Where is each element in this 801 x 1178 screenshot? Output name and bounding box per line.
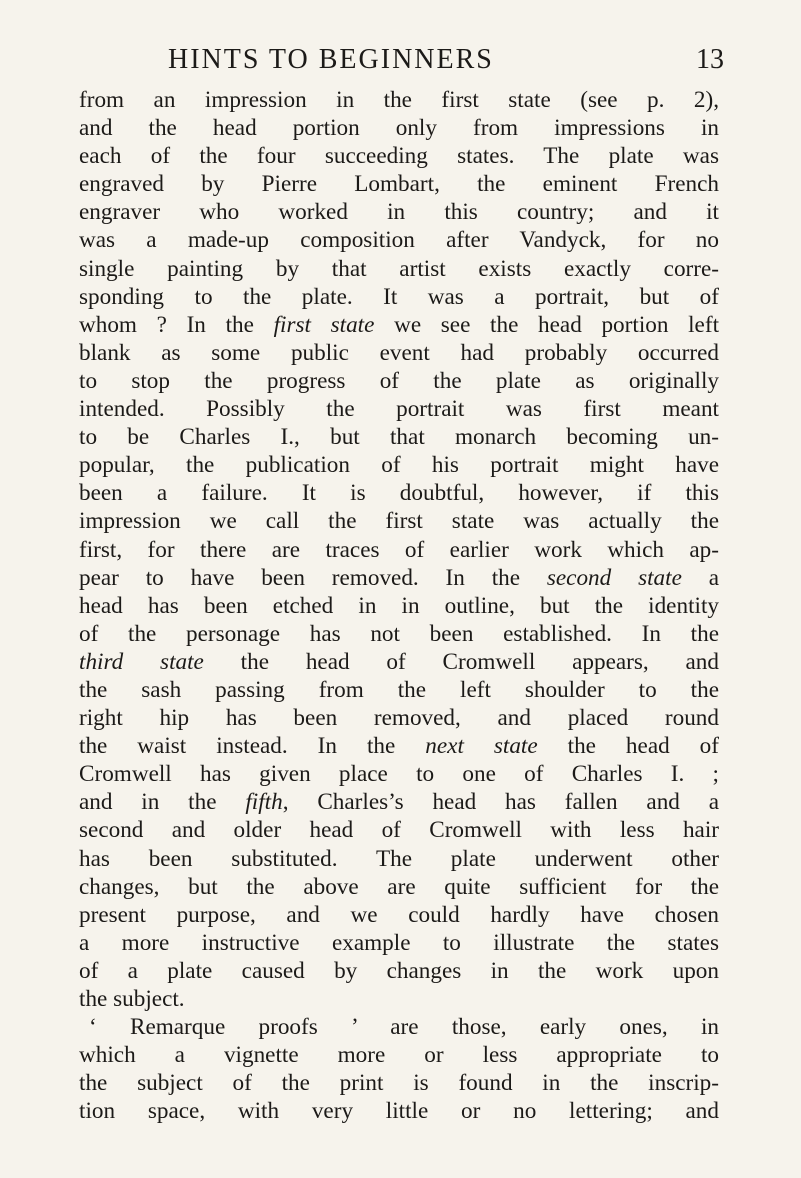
text-segment: tion space, with very little or no lettering; and [79, 1098, 719, 1125]
text-line [79, 423, 719, 451]
text-segment: the subject of the print is found in the inscrip- [79, 1070, 719, 1097]
text-line [79, 451, 719, 479]
text-segment: of the personage has not been established. In the [79, 620, 719, 647]
text-line [79, 536, 719, 564]
text-segment: popular, the publication of his portrait might have [79, 452, 719, 479]
text-line [79, 845, 719, 873]
text-segment: blank as some public event had probably occurred [79, 339, 719, 366]
text-line [79, 901, 719, 929]
text-line [79, 170, 719, 198]
text-line [79, 479, 719, 507]
text-segment: the head of [537, 733, 719, 760]
text-segment: right hip has been removed, and placed round [79, 705, 719, 732]
text-segment: the head of Cromwell appears, and [203, 648, 719, 675]
text-segment: and the head portion only from impressions in [79, 115, 719, 142]
text-line [79, 564, 719, 592]
italic-phrase: next state [425, 733, 538, 760]
italic-phrase: second state [546, 564, 682, 591]
text-line [79, 760, 719, 788]
text-line [79, 957, 719, 985]
text-line [79, 114, 719, 142]
text-line [79, 255, 719, 283]
text-segment: the subject. [79, 986, 185, 1012]
text-segment: from an impression in the first state (see p. 2), [79, 87, 719, 113]
text-segment: present purpose, and we could hardly have chosen [79, 901, 719, 928]
text-segment: ‘ Remarque proofs ’ are those, early ones, in [89, 1014, 719, 1041]
text-line [79, 198, 719, 226]
text-segment: of a plate caused by changes in the work upon [79, 957, 719, 984]
text-line [79, 648, 719, 676]
text-line [79, 873, 719, 901]
text-segment: a more instructive example to illustrate the states [79, 929, 719, 956]
text-segment: intended. Possibly the portrait was first meant [79, 396, 719, 423]
text-line [79, 1097, 719, 1125]
text-segment: single painting by that artist exists exactly corre- [79, 255, 719, 282]
text-line [79, 1069, 719, 1097]
text-segment: the sash passing from the left shoulder to the [79, 676, 719, 703]
text-line [79, 1041, 719, 1069]
italic-phrase: first state [273, 311, 375, 338]
text-line [79, 395, 719, 423]
text-line [79, 507, 719, 535]
text-segment: Cromwell has given place to one of Charles I. ; [79, 761, 719, 788]
text-segment: head has been etched in in outline, but the identity [79, 592, 719, 619]
page-number: 13 [696, 44, 724, 75]
body-text [79, 86, 719, 1125]
text-line [79, 985, 719, 1013]
text-segment: engraved by Pierre Lombart, the eminent French [79, 171, 719, 198]
text-segment: which a vignette more or less appropriate to [79, 1042, 719, 1069]
text-line [79, 311, 719, 339]
text-line [79, 732, 719, 760]
text-line [79, 367, 719, 395]
running-head [0, 40, 801, 80]
italic-phrase: third state [79, 648, 204, 675]
text-line [79, 788, 719, 816]
text-segment: was a made-up composition after Vandyck, for no [79, 227, 719, 254]
text-segment: been a failure. It is doubtful, however, if this [79, 480, 719, 507]
text-segment: we see the head portion left [374, 311, 719, 338]
text-segment: and in the [79, 789, 246, 816]
text-line [79, 592, 719, 620]
text-segment: a [681, 564, 719, 591]
text-segment: to stop the progress of the plate as originally [79, 367, 719, 394]
text-segment: the waist instead. In the [79, 733, 426, 760]
text-line [79, 339, 719, 367]
text-line [79, 676, 719, 704]
text-segment: whom ? In the [79, 311, 274, 338]
text-line [79, 226, 719, 254]
text-segment: each of the four succeeding states. The plate was [79, 143, 719, 170]
text-segment: , Charles’s head has fallen and a [282, 789, 719, 816]
text-line [79, 1013, 719, 1041]
text-segment: impression we call the first state was actually the [79, 508, 719, 535]
text-line [79, 283, 719, 311]
text-line [79, 86, 719, 114]
text-segment: changes, but the above are quite sufficient for the [79, 873, 719, 900]
text-line [79, 816, 719, 844]
text-segment: has been substituted. The plate underwent other [79, 845, 719, 872]
text-segment: engraver who worked in this country; and it [79, 199, 719, 226]
text-line [79, 620, 719, 648]
text-segment: pear to have been removed. In the [79, 564, 547, 591]
text-segment: second and older head of Cromwell with less hair [79, 817, 719, 844]
text-segment: to be Charles I., but that monarch becoming un- [79, 424, 719, 451]
text-segment: first, for there are traces of earlier work which ap- [79, 536, 719, 563]
running-title: HINTS TO BEGINNERS [168, 44, 494, 75]
text-line [79, 929, 719, 957]
text-line [79, 704, 719, 732]
italic-phrase: fifth [245, 789, 283, 816]
text-line [79, 142, 719, 170]
text-segment: sponding to the plate. It was a portrait, but of [79, 283, 719, 310]
